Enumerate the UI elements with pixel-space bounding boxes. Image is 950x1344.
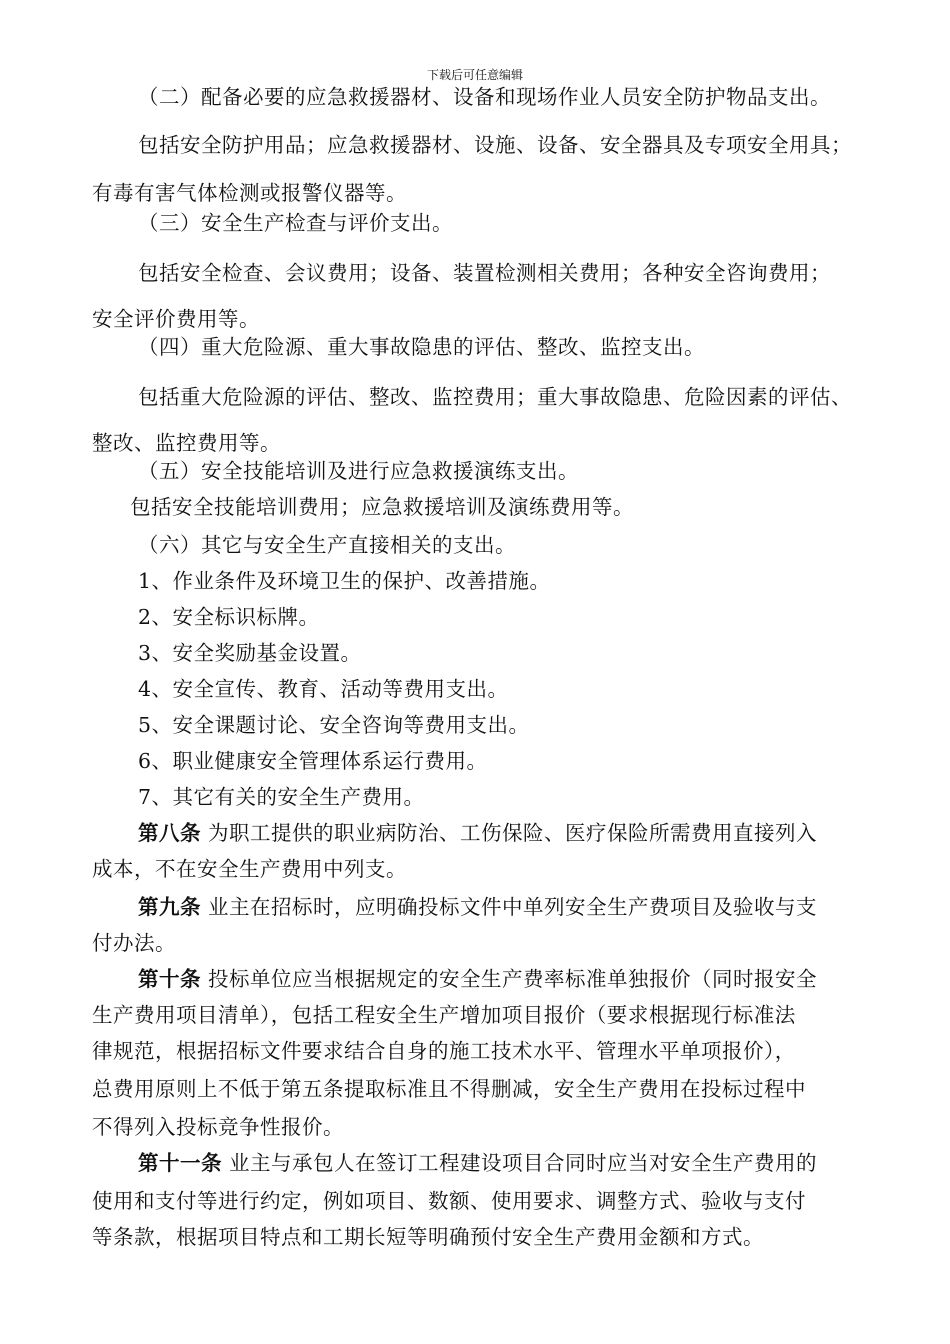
section-4-body-line-2: 整改、监控费用等。	[92, 431, 281, 455]
article-9-text: 业主在招标时，应明确投标文件中单列安全生产费项目及验收与支	[208, 895, 818, 919]
article-8-line-2: 成本，不在安全生产费用中列支。	[92, 857, 407, 881]
article-9-line-1	[138, 894, 817, 920]
section-5-body: 包括安全技能培训费用；应急救援培训及演练费用等。	[130, 495, 634, 519]
header-note: 下载后可任意编辑	[426, 68, 523, 82]
article-11-line-1	[138, 1150, 817, 1176]
article-8-text: 为职工提供的职业病防治、工伤保险、医疗保险所需费用直接列入	[208, 821, 818, 845]
article-10-line-5: 不得列入投标竞争性报价。	[92, 1115, 344, 1139]
list-item: 2、安全标识标牌。	[138, 605, 320, 629]
article-10-title: 第十条	[138, 967, 201, 991]
article-10-line-3: 律规范，根据招标文件要求结合自身的施工技术水平、管理水平单项报价），	[92, 1039, 796, 1063]
section-3-body-line-2: 安全评价费用等。	[92, 307, 260, 331]
article-8-title: 第八条	[138, 821, 201, 845]
article-11-line-3: 等条款，根据项目特点和工期长短等明确预付安全生产费用金额和方式。	[92, 1225, 764, 1249]
article-10-line-2: 生产费用项目清单），包括工程安全生产增加项目报价（要求根据现行标准法	[92, 1003, 796, 1027]
list-item: 7、其它有关的安全生产费用。	[138, 785, 425, 809]
section-6-heading: （六）其它与安全生产直接相关的支出。	[138, 533, 516, 557]
section-3-heading: （三）安全生产检查与评价支出。	[138, 211, 453, 235]
article-11-title: 第十一条	[138, 1151, 222, 1175]
section-2-body-line-1: 包括安全防护用品；应急救援器材、设施、设备、安全器具及专项安全用具；	[138, 133, 852, 157]
article-8-line-1	[138, 820, 817, 846]
article-10-line-4: 总费用原则上不低于第五条提取标准且不得删减，安全生产费用在投标过程中	[92, 1077, 806, 1101]
list-item: 5、安全课题讨论、安全咨询等费用支出。	[138, 713, 530, 737]
article-9-title: 第九条	[138, 895, 201, 919]
article-10-line-1	[138, 966, 817, 992]
list-item: 6、职业健康安全管理体系运行费用。	[138, 749, 488, 773]
section-4-heading: （四）重大危险源、重大事故隐患的评估、整改、监控支出。	[138, 335, 705, 359]
article-9-line-2: 付办法。	[92, 931, 176, 955]
section-5-heading: （五）安全技能培训及进行应急救援演练支出。	[138, 459, 579, 483]
list-item: 1、作业条件及环境卫生的保护、改善措施。	[138, 569, 551, 593]
list-item: 4、安全宣传、教育、活动等费用支出。	[138, 677, 509, 701]
section-2-heading: （二）配备必要的应急救援器材、设备和现场作业人员安全防护物品支出。	[138, 85, 831, 109]
article-10-text: 投标单位应当根据规定的安全生产费率标准单独报价（同时报安全	[208, 967, 818, 991]
article-11-text: 业主与承包人在签订工程建设项目合同时应当对安全生产费用的	[229, 1151, 818, 1175]
section-2-body-line-2: 有毒有害气体检测或报警仪器等。	[92, 181, 407, 205]
article-11-line-2: 使用和支付等进行约定，例如项目、数额、使用要求、调整方式、验收与支付	[92, 1189, 806, 1213]
section-4-body-line-1: 包括重大危险源的评估、整改、监控费用；重大事故隐患、危险因素的评估、	[138, 385, 852, 409]
list-item: 3、安全奖励基金设置。	[138, 641, 362, 665]
section-3-body-line-1: 包括安全检查、会议费用；设备、装置检测相关费用；各种安全咨询费用；	[138, 261, 831, 285]
